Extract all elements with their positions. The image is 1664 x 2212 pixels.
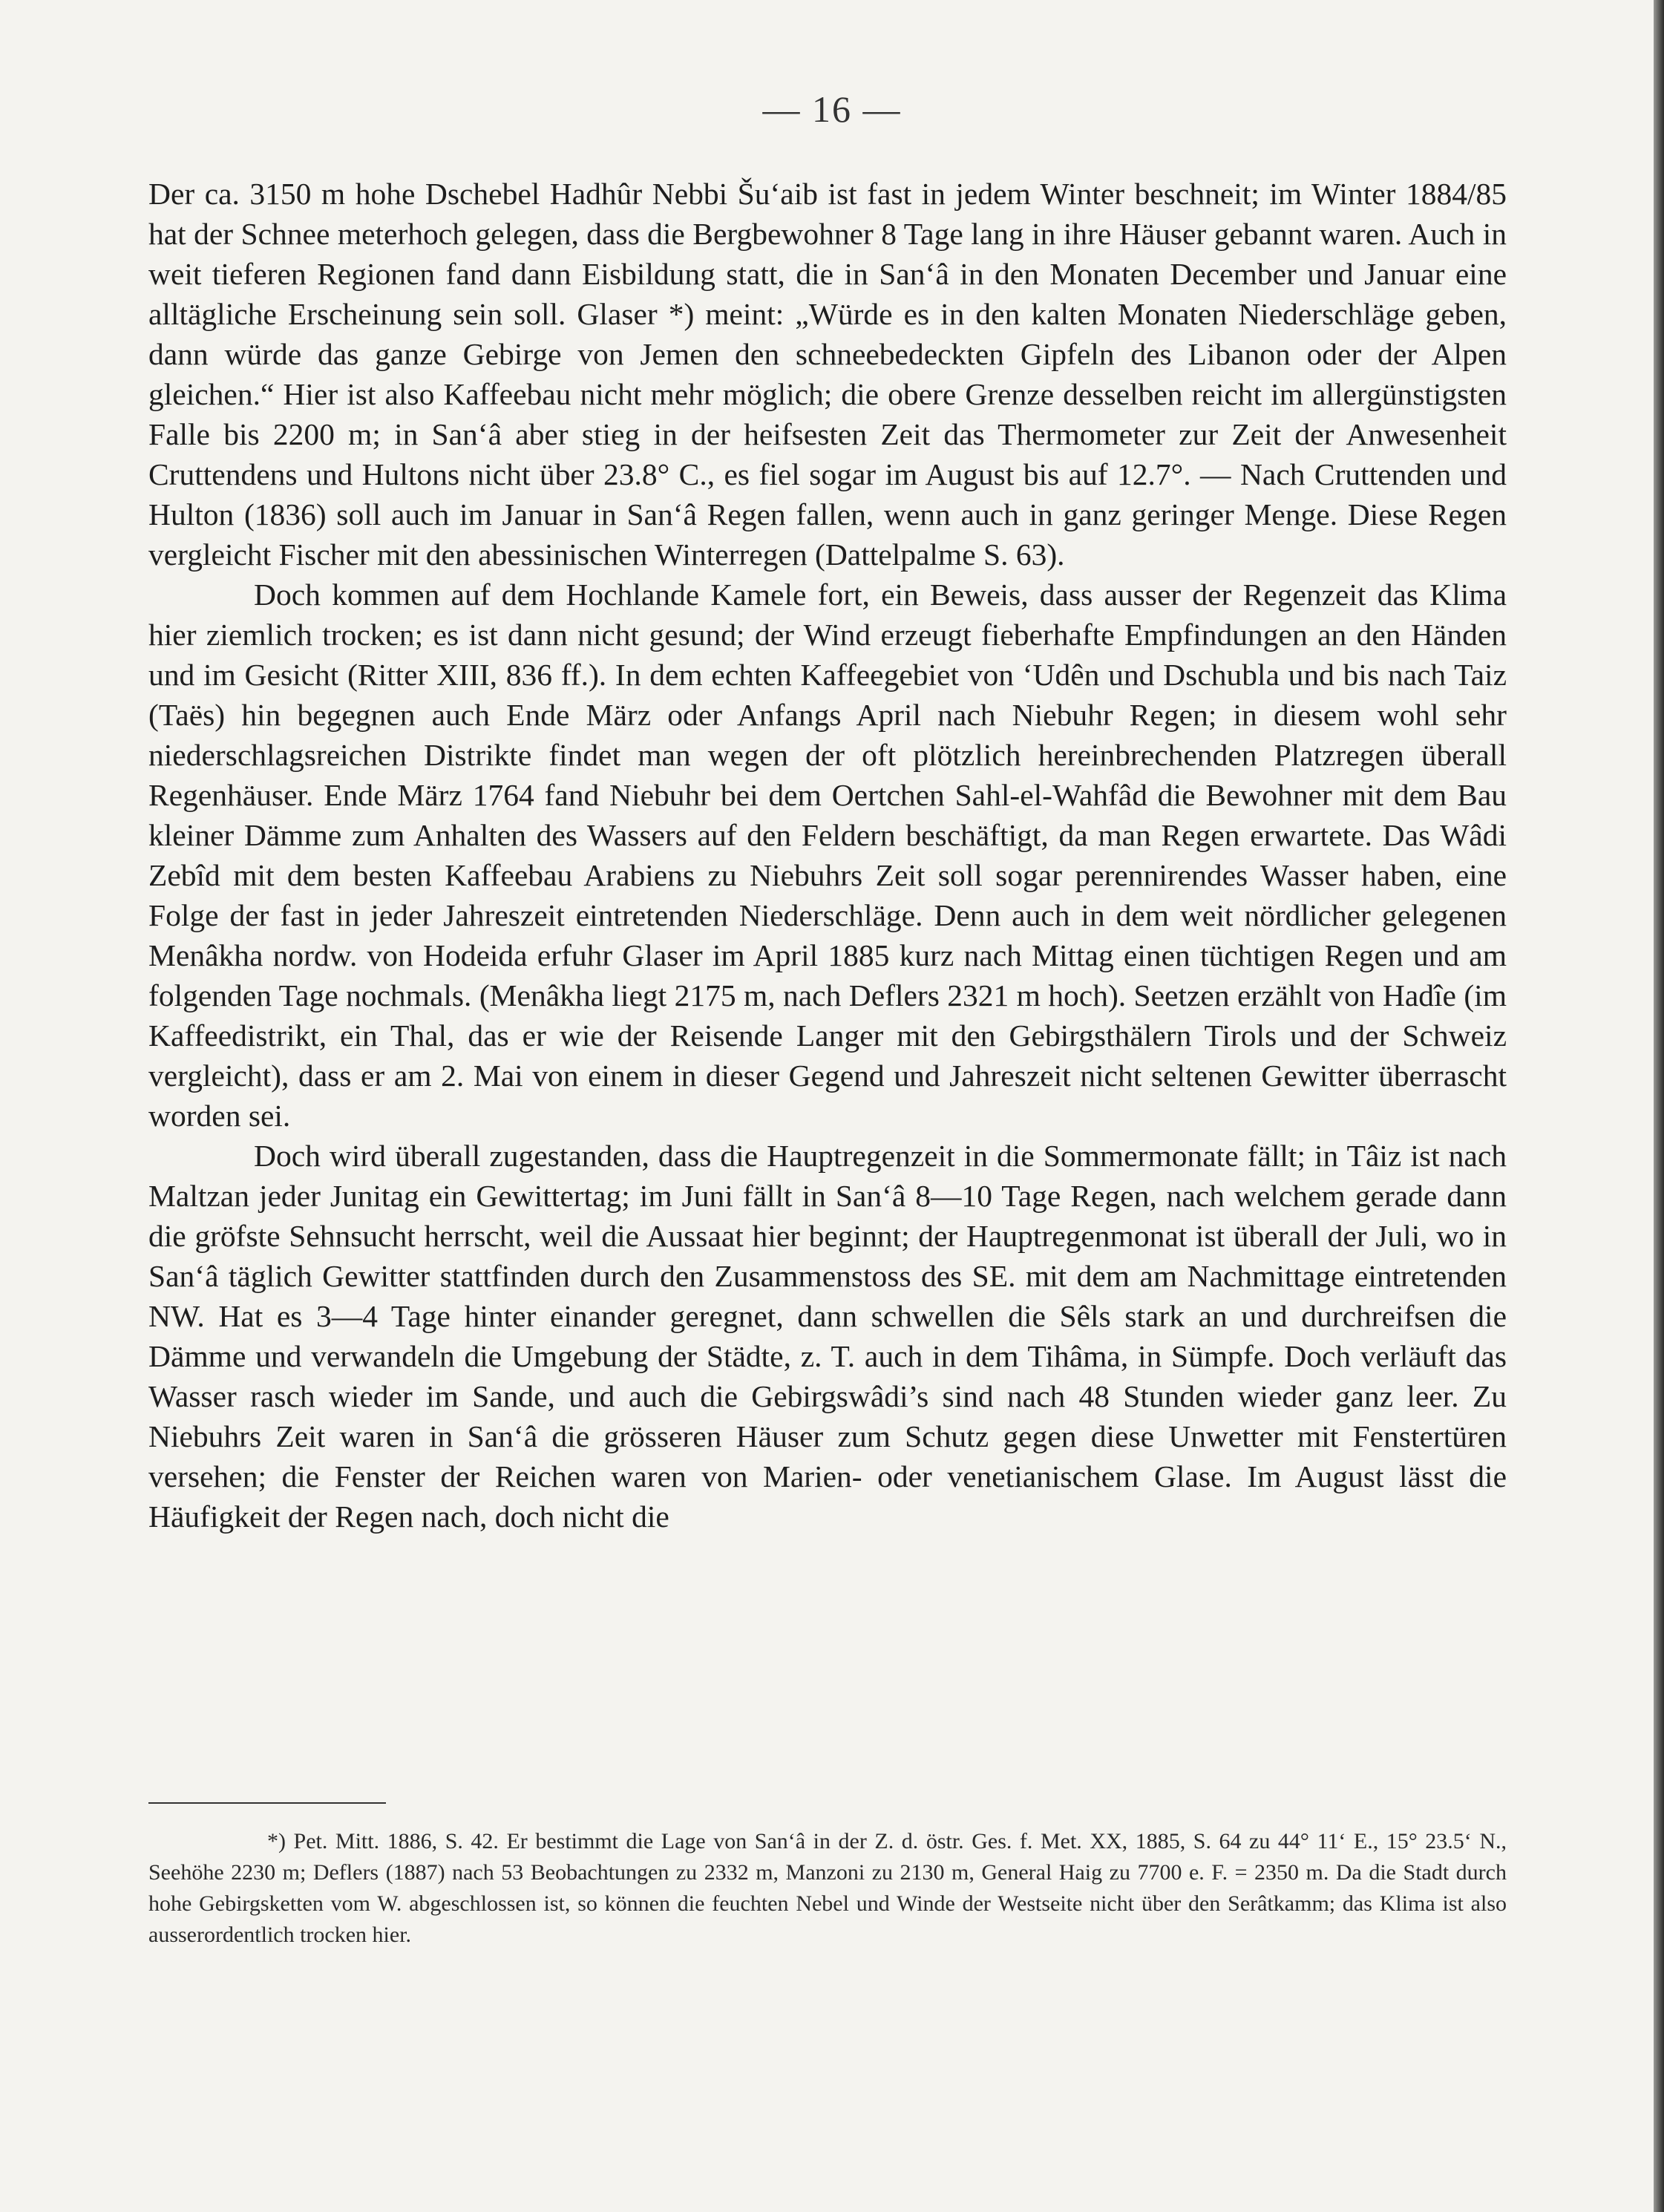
page-edge-shadow — [1654, 0, 1664, 2212]
footnote — [148, 1826, 1507, 1951]
footnote-text: *) Pet. Mitt. 1886, S. 42. Er bestimmt die Lage von San‘â in der Z. d. östr. Ges. f. Met. XX, 1885, S. 64 zu 44° 11‘ E., 15° 23.5‘ N., Seehöhe 2230 m; Deflers (1887) nach 53 Beobachtungen zu 2332 m, Manzoni zu 2130 m, General Haig zu 7700 e. F. = 2350 m. Da die Stadt durch hohe Gebirgsketten vom W. abgeschlossen ist, so können die feuchten Nebel und Winde der Westseite nicht über den Serâtkamm; das Klima ist also ausserordentlich trocken hier. — [148, 1829, 1507, 1947]
footnote-divider — [148, 1802, 386, 1804]
paragraph-3: Doch wird überall zugestanden, dass die Hauptregenzeit in die Sommermonate fällt; in Tâiz ist nach Maltzan jeder Junitag ein Gewittertag; im Juni fällt in San‘â 8—10 Tage Regen, nach welchem gerade dann die gröfste Sehnsucht herrscht, weil die Aussaat hier beginnt; der Hauptregenmonat ist überall der Juli, wo in San‘â täglich Gewitter stattfinden durch den Zusammenstoss des SE. mit dem am Nachmittage eintretenden NW. Hat es 3—4 Tage hinter einander geregnet, dann schwellen die Sêls stark an und durchreifsen die Dämme und verwandeln die Umgebung der Städte, z. T. auch in dem Tihâma, in Sümpfe. Doch verläuft das Wasser rasch wieder im Sande, und auch die Gebirgswâdi’s sind nach 48 Stunden wieder ganz leer. Zu Niebuhrs Zeit waren in San‘â die grösseren Häuser zum Schutz gegen diese Unwetter mit Fenstertüren versehen; die Fenster der Reichen waren von Marien- oder venetianischem Glase. Im August lässt die Häufigkeit der Regen nach, doch nicht die — [148, 1139, 1507, 1534]
paragraph-2: Doch kommen auf dem Hochlande Kamele fort, ein Beweis, dass ausser der Regenzeit das Klima hier ziemlich trocken; es ist dann nicht gesund; der Wind erzeugt fieberhafte Empfindungen an den Händen und im Gesicht (Ritter XIII, 836 ff.). In dem echten Kaffeegebiet von ‘Udên und Dschubla und bis nach Taiz (Taës) hin begegnen auch Ende März oder Anfangs April nach Niebuhr Regen; in diesem wohl sehr niederschlagsreichen Distrikte findet man wegen der oft plötzlich hereinbrechenden Platzregen überall Regenhäuser. Ende März 1764 fand Niebuhr bei dem Oertchen Sahl-el-Wahfâd die Bewohner mit dem Bau kleiner Dämme zum Anhalten des Wassers auf den Feldern beschäftigt, da man Regen erwartete. Das Wâdi Zebîd mit dem besten Kaffeebau Arabiens zu Niebuhrs Zeit soll sogar perennirendes Wasser haben, eine Folge der fast in jeder Jahreszeit eintretenden Niederschläge. Denn auch in dem weit nördlicher gelegenen Menâkha nordw. von Hodeida erfuhr Glaser im April 1885 kurz nach Mittag einen tüchtigen Regen und am folgenden Tage nochmals. (Menâkha liegt 2175 m, nach Deflers 2321 m hoch). Seetzen erzählt von Hadîe (im Kaffeedistrikt, ein Thal, das er wie der Reisende Langer mit den Gebirgsthälern Tirols und der Schweiz vergleicht), dass er am 2. Mai von einem in dieser Gegend und Jahreszeit nicht seltenen Gewitter überrascht worden sei. — [148, 577, 1507, 1133]
page-number: — 16 — — [762, 88, 902, 130]
body-text — [148, 174, 1507, 1537]
paragraph-1: Der ca. 3150 m hohe Dschebel Hadhûr Nebbi Šu‘aib ist fast in jedem Winter beschneit; im Winter 1884/85 hat der Schnee meterhoch gelegen, dass die Bergbewohner 8 Tage lang in ihre Häuser gebannt waren. Auch in weit tieferen Regionen fand dann Eisbildung statt, die in San‘â in den Monaten December und Januar eine alltägliche Erscheinung sein soll. Glaser *) meint: „Würde es in den kalten Monaten Niederschläge geben, dann würde das ganze Gebirge von Jemen den schneebedeckten Gipfeln des Libanon oder der Alpen gleichen.“ Hier ist also Kaffeebau nicht mehr möglich; die obere Grenze desselben reicht im allergünstigsten Falle bis 2200 m; in San‘â aber stieg in der heifsesten Zeit das Thermometer zur Zeit der Anwesenheit Cruttendens und Hultons nicht über 23.8° C., es fiel sogar im August bis auf 12.7°. — Nach Cruttenden und Hulton (1836) soll auch im Januar in San‘â Regen fallen, wenn auch in ganz geringer Menge. Diese Regen vergleicht Fischer mit den abessinischen Winterregen (Dattelpalme S. 63). — [148, 177, 1507, 572]
